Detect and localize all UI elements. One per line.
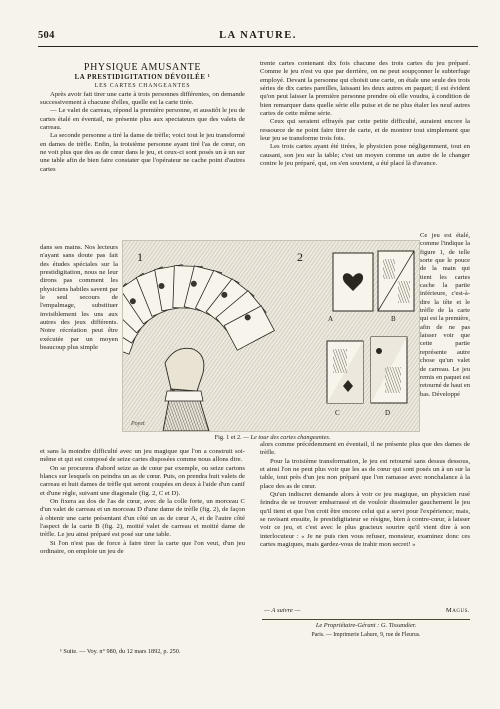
to-be-continued: — A suivre — [264, 607, 301, 614]
left-column-top [40, 62, 245, 244]
paragraph: alors comme précédemment en éventail, il ne présente plus que des dames de trèfle. [260, 441, 470, 457]
fig-label-a: A [328, 315, 334, 323]
paragraph: trente cartes contenant dix fois chacune des trois cartes du jeu préparé. Comme le jeu n'est vu que par derrière, on ne peut soupçonner le subterfuge employé. Devant la personne qui choisit une carte, on étale une seule des trois séries de dix cartes pareilles, laissant les deux autres en paquet; il est évident qu'on peut laisser la première personne prendre où elle voudra, à condition de bien remarquer dans quelle série elle puise et de ne plus étaler les neuf autres cartes de cette même série. [260, 60, 470, 118]
header-rule [38, 46, 478, 47]
card-a [333, 253, 373, 311]
paragraph: et sans la moindre difficulté avec un jeu magique que l'on a construit soi-même et qui est composé de seize cartes disposées comme nous allons dire. [40, 448, 245, 464]
left-wrap-text [40, 244, 118, 447]
fig-label-b: B [391, 315, 396, 323]
caption-label: Fig. 1 et 2. [214, 434, 242, 441]
card-b [378, 251, 414, 311]
paragraph: Qu'un indiscret demande alors à voir ce jeu magique, un physicien rusé feindra de se trouver embarrassé et de vouloir dissimuler gauchement le jeu qu'il tient et que l'on croit être encore celui qui a servi pour l'expérience; mais, se ravisant ensuite, le prestidigitateur se résigne, bien à contre-cœur, à laisser voir ce jeu, et c'est avec le plus gracieux sourire qu'il vient dire à son interlocuteur : « Je ne puis rien vous refuser, monsieur, examinez donc ces cartes magiques, mais gardez-vous de trahir mon secret! » [260, 491, 470, 549]
footnote: ¹ Suite. — Voy. n° 980, du 12 mars 1892, p. 250. [60, 648, 181, 655]
artist-signature: Poyet [131, 421, 145, 427]
paragraph: La seconde personne a tiré la dame de trèfle; voici tout le jeu transformé en dames de trèfle. Enfin, la troisième personne ayant tiré l'as de cœur, on ne voit plus que des as de cœur dans le jeu, et ceux-ci sont posés un à un sur une table afin de bien faire constater que l'opérateur ne cache point d'autres cartes [40, 132, 245, 173]
fig-label-2: 2 [297, 250, 303, 264]
left-column-bottom [40, 448, 245, 638]
right-column-top [260, 60, 470, 232]
paragraph: Si l'on n'est pas de force à faire tirer la carte que l'on veut, d'un jeu ordinaire, on emploie un jeu de [40, 539, 245, 556]
paragraph: — Le valet de carreau, répond la première personne, et aussitôt le jeu de cartes étalé en éventail, ne présente plus aux spectateurs que des valets de carreau. [40, 107, 245, 132]
publisher-line: Le Propriétaire-Gérant : G. Tissandier. [315, 622, 417, 629]
paragraph: Ce jeu est étalé, comme l'indique la figure 1, de telle sorte que le pouce de la main qui tient les cartes cache la partie inférieure, c'est-à-dire la tête et le trèfle de la carte qui est la première, afin de ne pas laisser voir que cette partie représente autre chose qu'un valet de carreau. Le jeu remis en paquet est retourné de haut en bas. Développé [420, 232, 470, 398]
paragraph: dans ses mains. Nos lecteurs n'ayant sans doute pas fait des études spéciales sur la prestidigitation, nous ne leur dirons pas comment les physiciens habiles savent par le seul secours de l'empalmage, substituer invisiblement les uns aux autres des jeux différents. Notre récréation peut être exécutée par un moyen beaucoup plus simple [40, 244, 118, 352]
figure-engraving [122, 240, 420, 432]
caption-text: — Le tour des cartes changeantes. [243, 434, 331, 441]
printer-line: Paris. — Imprimerie Lahure, 9, rue de Fleurus. [311, 632, 421, 638]
fig-label-c: C [335, 409, 340, 417]
running-head: LA NATURE. [219, 30, 297, 41]
figure-caption [125, 434, 420, 441]
right-wrap-text [420, 232, 470, 432]
paragraph: Les trois cartes ayant été tirées, le physicien pose négligemment, tout en causant, son jeu sur la table; c'est un moyen comme un autre de le changer contre le jeu préparé, qui, on s'en souvient, a été placé là d'avance. [260, 143, 470, 168]
article-title: PHYSIQUE AMUSANTE [83, 62, 202, 73]
paragraph: Ceux qui seraient effrayés par cette petite difficulté, auraient encore la ressource de ne point faire tirer de carte, et de montrer tout simplement que leur jeu se transforme trois fois. [260, 118, 470, 143]
page-number: 504 [38, 30, 55, 41]
card-trick-illustration [123, 241, 419, 431]
paragraph: On fixera au dos de l'as de cœur, avec de la colle forte, un morceau C d'un valet de carreau et un morceau D d'une dame de trèfle (fig. 2), de façon à obtenir une carte présentant d'un côté un as de cœur A, et de l'autre côté l'aspect de la carte B (fig. 2), moitié valet de carreau et moitié dame de trèfle. Le jeu ainsi préparé est posé sur une table. [40, 498, 245, 539]
author-name: Magus. [445, 607, 470, 614]
paragraph: Après avoir fait tirer une carte à trois personnes différentes, on demande successivement à chacune d'elles, quelle est la carte tirée. [40, 90, 245, 107]
article-subtitle: LA PRESTIDIGITATION DÉVOILÉE ¹ [74, 74, 211, 81]
card-d [371, 337, 407, 403]
right-column-bottom [260, 441, 470, 609]
fig-label-d: D [385, 409, 391, 417]
card-c [327, 341, 363, 403]
paragraph: On se procurera d'abord seize as de cœur par exemple, ou seize cartons blancs sur lesquels on peindra un as de cœur. Puis, on prendra huit valets de carreau et huit dames de trèfle qui seront coupées en deux à l'aide d'un canif et d'une règle, suivant une diagonale (fig. 2, C et D). [40, 464, 245, 497]
page-header [38, 30, 478, 44]
fig-label-1: 1 [137, 250, 143, 264]
section-heading: LES CARTES CHANGEANTES [94, 83, 191, 90]
footer-rule [262, 619, 470, 620]
paragraph: Pour la troisième transformation, le jeu est retourné sans dessus dessous, et ainsi l'on ne peut plus voir que les as de cœur qui sont posés un à un sur la table, tout près d'un jeu non préparé que l'on ramasse avec nonchalance à la place des as de cœur. [260, 457, 470, 490]
